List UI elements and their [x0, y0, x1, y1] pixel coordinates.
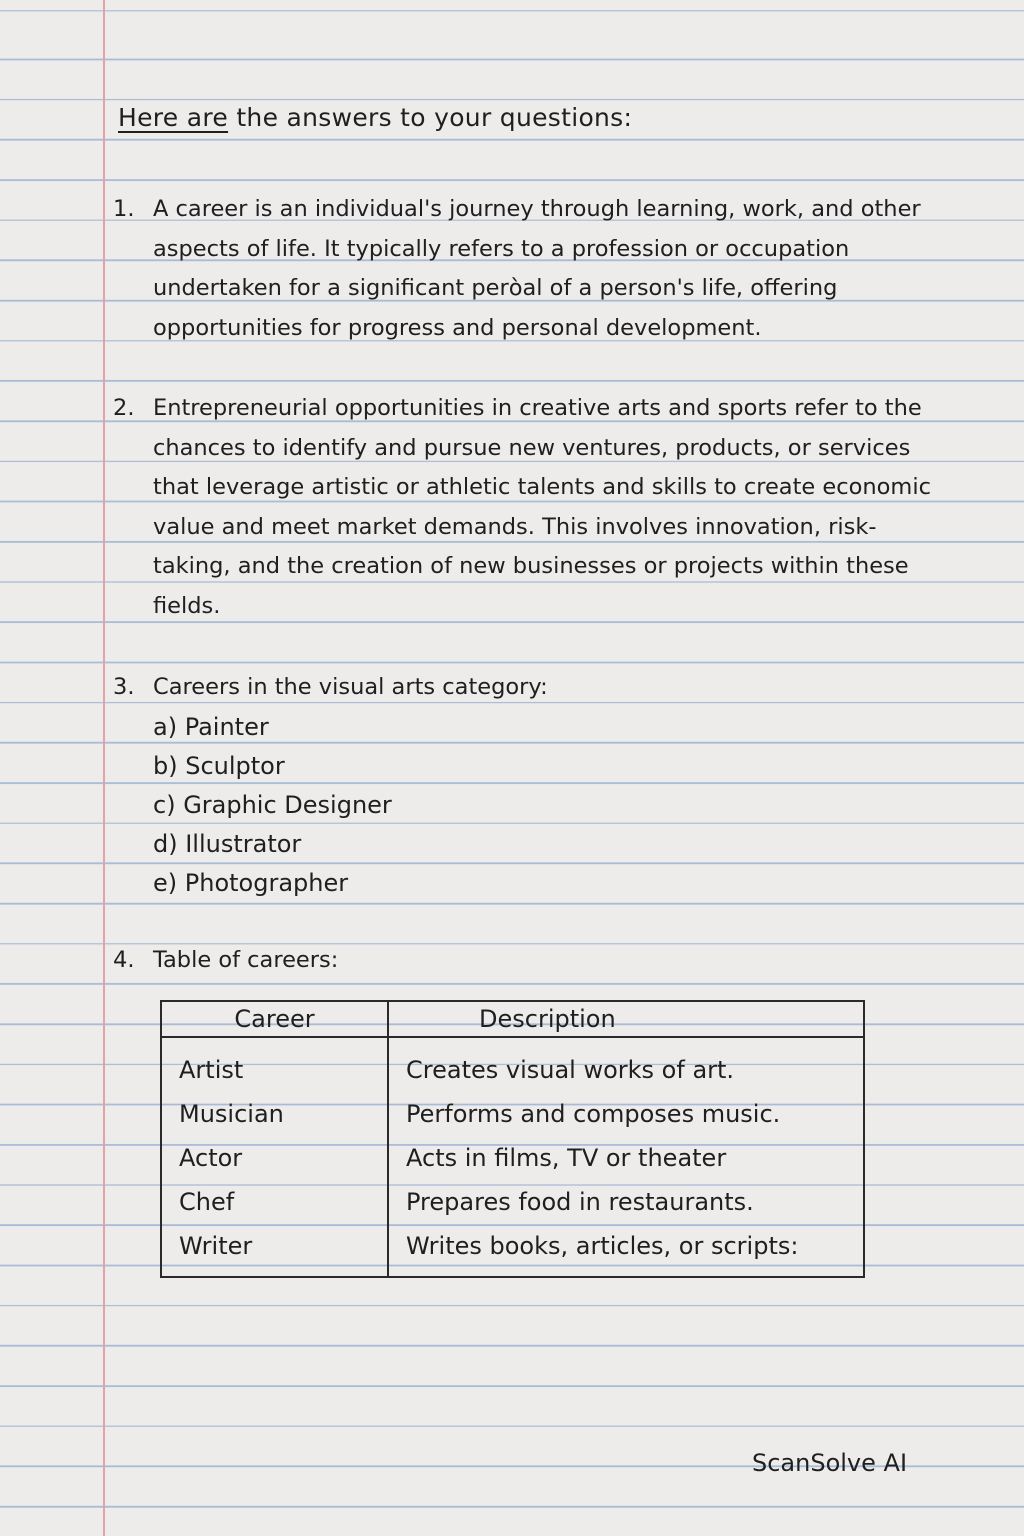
list-item: e) Photographer — [153, 869, 349, 898]
answer-number: 2. — [113, 395, 135, 421]
career-cell: Actor — [161, 1136, 388, 1180]
description-cell: Prepares food in restaurants. — [406, 1188, 754, 1216]
description-cell: Writes books, articles, or scripts: — [406, 1232, 799, 1260]
table-row — [161, 1136, 864, 1180]
description-cell: Acts in films, TV or theater — [406, 1144, 727, 1172]
answer-number: 3. — [113, 674, 135, 700]
career-cell: Chef — [161, 1180, 388, 1224]
table-row — [161, 1180, 864, 1224]
table-row — [161, 1037, 864, 1092]
margin-line — [103, 0, 105, 1536]
list-item: c) Graphic Designer — [153, 790, 392, 819]
career-cell: Musician — [161, 1092, 388, 1136]
table-row — [161, 1224, 864, 1277]
list-item: d) Illustrator — [153, 830, 302, 859]
column-header-description: Description — [388, 1001, 864, 1037]
table-header-row — [161, 1001, 864, 1037]
page-heading — [118, 103, 632, 132]
careers-table — [160, 1000, 865, 1278]
answer-text: Table of careers: — [153, 947, 339, 973]
answer-number: 4. — [113, 947, 135, 973]
column-header-career: Career — [161, 1001, 388, 1037]
answer-text: A career is an individual's journey through learning, work, and other aspects of life. It typically refers to a profession or occupation undertaken for a significant perὸal of a person's life, offering opportunities for progress and personal development. — [153, 196, 921, 341]
description-cell: Performs and composes music. — [406, 1100, 781, 1128]
answer-item-2 — [113, 389, 943, 626]
answer-number: 1. — [113, 196, 135, 222]
career-cell: Writer — [161, 1224, 388, 1277]
description-cell: Creates visual works of art. — [406, 1056, 735, 1084]
answer-item-4 — [113, 941, 943, 981]
answer-text: Entrepreneurial opportunities in creative arts and sports refer to the chances to identify and pursue new ventures, products, or services that leverage artistic or athletic talents and skills to create economic value and meet market demands. This involves innovation, risk-taking, and the creation of new businesses or projects within these fields. — [153, 395, 931, 619]
brand-signature: ScanSolve AI — [752, 1449, 908, 1477]
answer-item-1 — [113, 190, 943, 348]
answer-text: Careers in the visual arts category: — [153, 674, 548, 700]
table-row — [161, 1092, 864, 1136]
list-item: b) Sculptor — [153, 751, 285, 780]
heading-underlined-text: Here are — [118, 103, 229, 132]
list-item: a) Painter — [153, 712, 269, 741]
heading-text: the answers to your questions: — [228, 103, 633, 132]
answer-item-3 — [113, 668, 943, 904]
visual-arts-career-list — [153, 708, 943, 904]
career-cell: Artist — [161, 1037, 388, 1092]
